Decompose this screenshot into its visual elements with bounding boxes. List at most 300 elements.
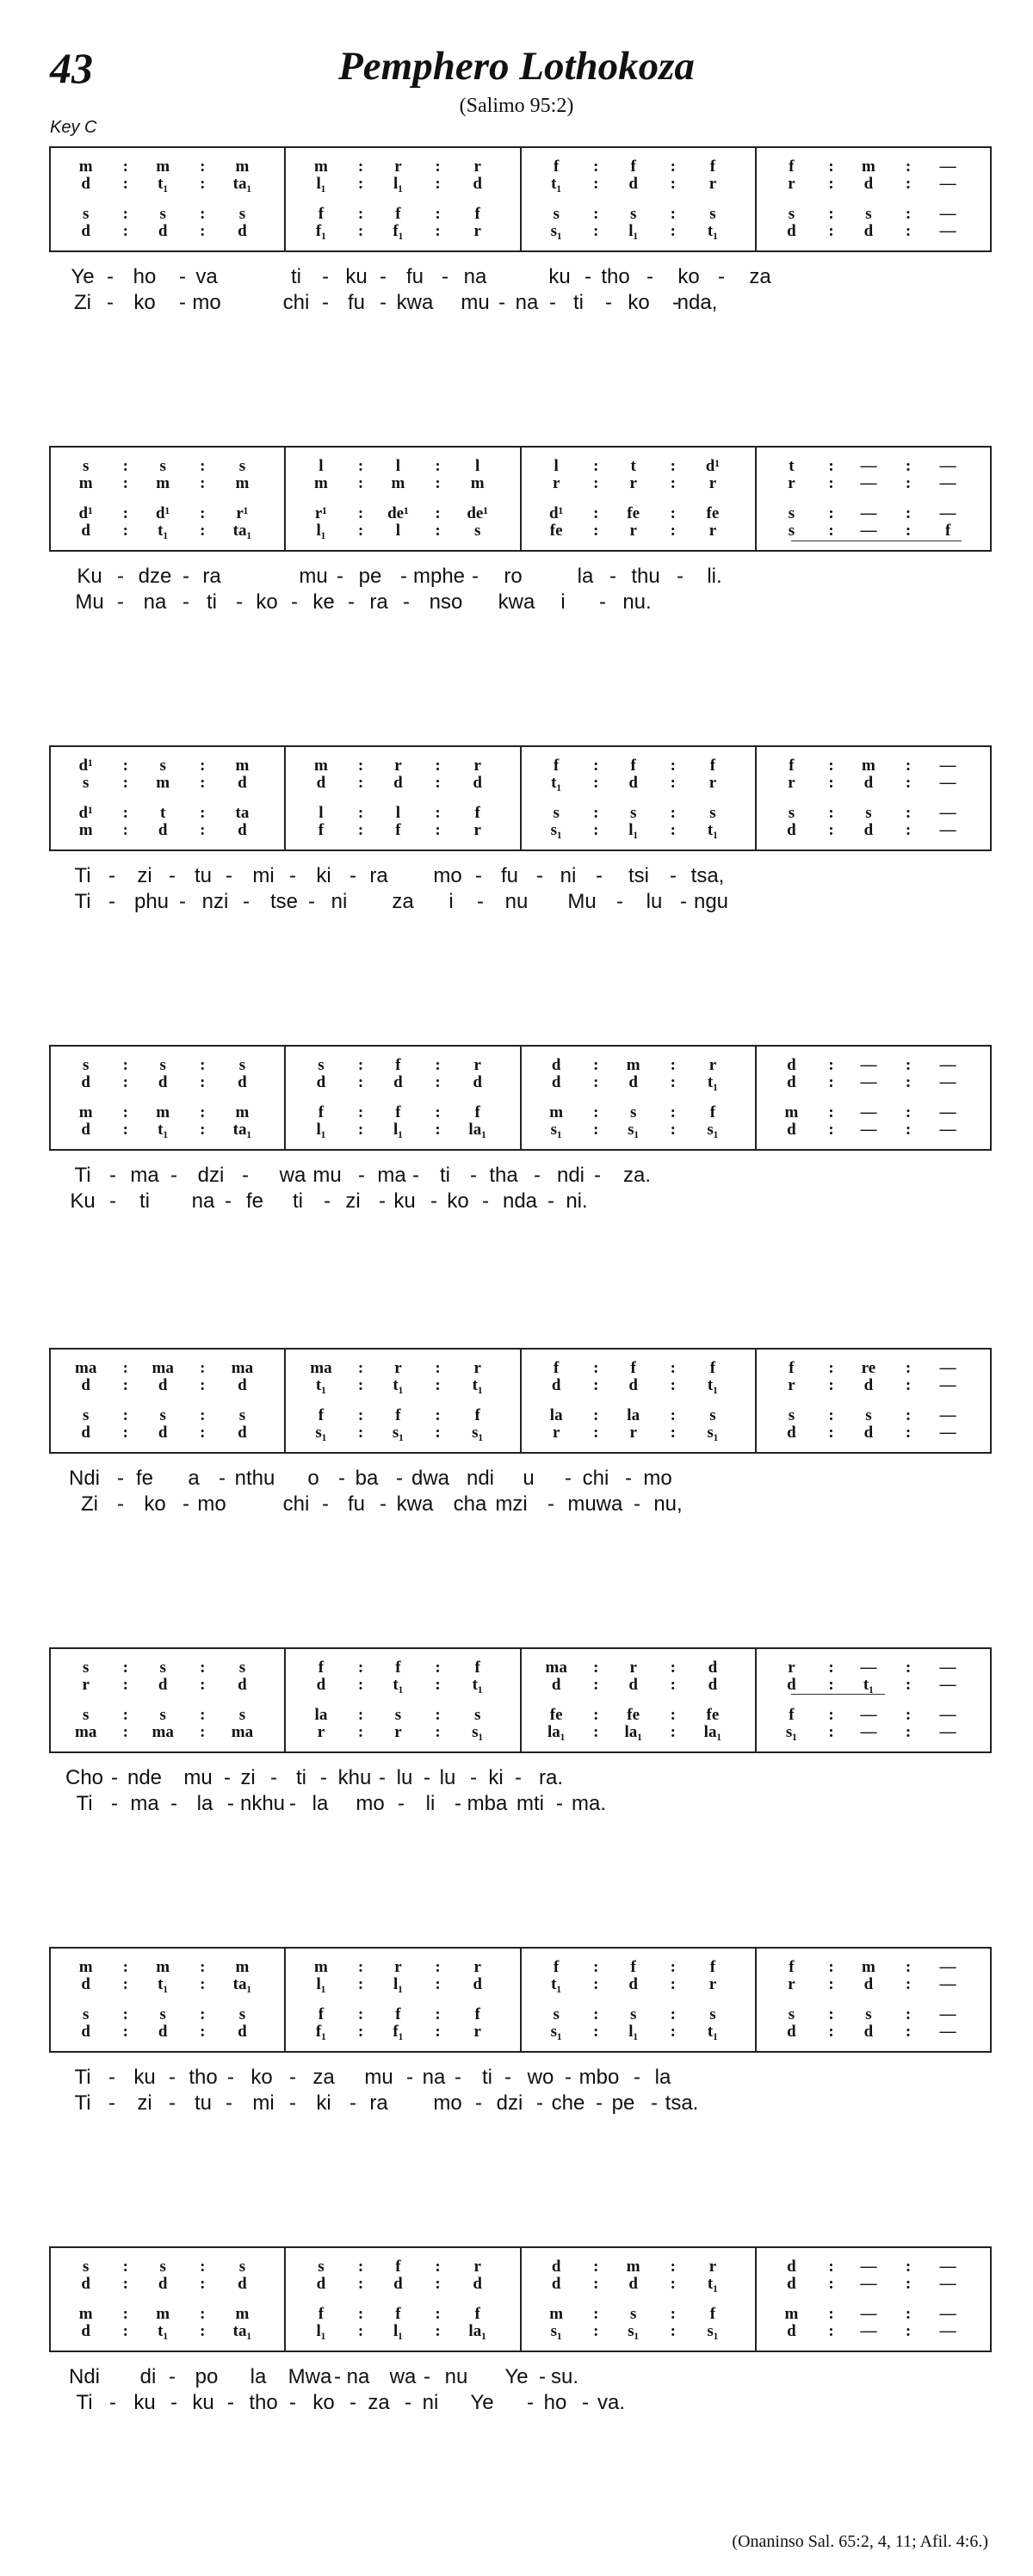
- beat-separator: :: [828, 457, 834, 475]
- solfa-note: s₁: [628, 2322, 640, 2340]
- lyric-syllable: -: [405, 2391, 411, 2414]
- solfa-note: ma: [231, 1359, 254, 1377]
- solfa-staff: [49, 1647, 992, 1753]
- solfa-note: m: [784, 1103, 799, 1121]
- solfa-note: m: [549, 2305, 564, 2323]
- solfa-note: s: [82, 205, 90, 223]
- lyric-syllable: tu: [194, 864, 213, 887]
- solfa-note: s: [82, 1659, 90, 1677]
- beat-separator: :: [905, 222, 912, 240]
- lyric-syllable: pe: [358, 565, 382, 588]
- beat-separator: :: [593, 1676, 599, 1694]
- lyric-syllable: ni: [331, 890, 348, 913]
- voice-row: [757, 775, 990, 792]
- solfa-note: —: [939, 175, 956, 193]
- solfa-note: l₁: [316, 1975, 326, 1993]
- beat-separator: :: [435, 1958, 441, 1976]
- beat-separator: :: [828, 474, 834, 492]
- solfa-note: f: [789, 1706, 795, 1724]
- beat-separator: :: [905, 2305, 912, 2323]
- lyric-syllable: -: [477, 890, 484, 913]
- solfa-note: r¹: [314, 504, 327, 522]
- beat-separator: :: [593, 522, 599, 540]
- solfa-note: s: [629, 205, 637, 223]
- hymn-title: Pemphero Lothokoza: [338, 44, 695, 89]
- beat-separator: :: [122, 1706, 128, 1724]
- beat-separator: :: [357, 1121, 364, 1139]
- voice-row: [51, 1360, 284, 1377]
- solfa-note: d: [551, 1073, 561, 1091]
- lyric-syllable: tsa.: [665, 2091, 699, 2115]
- measure: [755, 148, 990, 250]
- solfa-note: d: [628, 1676, 638, 1694]
- lyric-syllable: che: [551, 2091, 585, 2115]
- solfa-note: —: [939, 1359, 956, 1377]
- solfa-note: s: [238, 205, 246, 223]
- solfa-note: —: [939, 474, 956, 492]
- solfa-note: f: [554, 158, 560, 176]
- solfa-note: —: [939, 1376, 956, 1394]
- beat-separator: :: [435, 158, 441, 176]
- solfa-note: d: [81, 2322, 90, 2340]
- solfa-note: —: [939, 1676, 956, 1694]
- solfa-note: —: [860, 1706, 877, 1724]
- voice-row: [522, 2006, 755, 2023]
- voice-row: [522, 1959, 755, 1976]
- solfa-note: —: [939, 2322, 956, 2340]
- lyric-syllable: a: [188, 1467, 200, 1490]
- beat-separator: :: [122, 774, 128, 792]
- solfa-note: t₁: [158, 175, 169, 193]
- solfa-note: r: [473, 2258, 481, 2276]
- solfa-note: —: [939, 2005, 956, 2023]
- voice-row: [522, 1677, 755, 1694]
- beat-separator: :: [670, 205, 676, 223]
- solfa-note: d: [473, 1975, 482, 1993]
- beat-separator: :: [828, 757, 834, 775]
- lyric-syllable: -: [324, 1189, 331, 1213]
- solfa-note: —: [939, 222, 956, 240]
- solfa-note: f₁: [393, 222, 404, 240]
- solfa-note: s₁: [472, 1723, 484, 1741]
- beat-separator: :: [593, 2322, 599, 2340]
- voice-row: [522, 1976, 755, 1993]
- beat-separator: :: [122, 2322, 128, 2340]
- beat-separator: :: [435, 2275, 441, 2293]
- solfa-note: r: [788, 1975, 795, 1993]
- voice-row: [51, 1707, 284, 1724]
- beat-separator: :: [905, 804, 912, 822]
- lyric-syllable: -: [403, 590, 410, 614]
- tie-line: [791, 1694, 885, 1695]
- music-system: [49, 745, 992, 915]
- lyric-syllable: -: [308, 890, 315, 913]
- lyric-syllable: fu: [347, 291, 366, 314]
- beat-separator: :: [593, 1056, 599, 1074]
- beat-separator: :: [200, 1706, 206, 1724]
- beat-separator: :: [905, 1376, 912, 1394]
- lyric-syllable: -: [556, 1792, 563, 1815]
- beat-separator: :: [200, 1073, 206, 1091]
- solfa-note: m: [156, 1103, 170, 1121]
- solfa-note: d: [81, 1424, 90, 1442]
- solfa-note: s: [553, 2005, 560, 2023]
- lyric-syllable: mi: [252, 864, 275, 887]
- solfa-note: m: [235, 757, 250, 775]
- lyric-syllable: ko: [447, 1189, 469, 1213]
- lyric-syllable: -: [547, 1189, 554, 1213]
- solfa-staff: [49, 446, 992, 552]
- solfa-note: —: [939, 1406, 956, 1424]
- solfa-note: r: [473, 158, 481, 176]
- beat-separator: :: [828, 1723, 834, 1741]
- lyric-syllable: Ndi: [68, 1467, 101, 1490]
- lyric-syllable: -: [498, 291, 505, 314]
- solfa-note: d: [81, 1121, 90, 1139]
- solfa-note: r: [552, 474, 560, 492]
- lyric-syllable: -: [334, 2365, 341, 2388]
- solfa-note: f: [709, 158, 716, 176]
- lyric-line: [49, 1189, 992, 1214]
- solfa-note: —: [860, 2305, 877, 2323]
- lyric-syllable: va: [195, 265, 218, 288]
- beat-separator: :: [435, 1676, 441, 1694]
- lyric-syllable: tho: [189, 2066, 218, 2089]
- voice-row: [757, 1407, 990, 1424]
- solfa-note: d: [81, 2275, 90, 2293]
- lyric-syllable: mu: [312, 1164, 342, 1187]
- beat-separator: :: [200, 2305, 206, 2323]
- beat-separator: :: [122, 205, 128, 223]
- solfa-note: m: [314, 158, 328, 176]
- beat-separator: :: [200, 821, 206, 839]
- voice-row: [51, 805, 284, 822]
- beat-separator: :: [357, 2322, 364, 2340]
- solfa-note: d: [473, 1073, 482, 1091]
- beat-separator: :: [593, 504, 599, 522]
- solfa-note: f: [318, 205, 325, 223]
- lyric-syllable: u: [523, 1467, 535, 1490]
- solfa-note: d: [787, 1424, 796, 1442]
- voice-row: [286, 1659, 519, 1677]
- lyric-syllable: -: [349, 2391, 356, 2414]
- lyric-syllable: -: [475, 864, 482, 887]
- beat-separator: :: [122, 1376, 128, 1394]
- lyric-syllable: -: [109, 2391, 116, 2414]
- solfa-note: d: [863, 2023, 874, 2041]
- beat-separator: :: [593, 804, 599, 822]
- beat-separator: :: [435, 175, 441, 193]
- lyric-syllable: Ti: [76, 1792, 93, 1815]
- beat-separator: :: [122, 474, 128, 492]
- lyric-syllable: -: [169, 2365, 176, 2388]
- lyric-syllable: -: [396, 1467, 403, 1490]
- lyric-syllable: -: [424, 1766, 430, 1789]
- beat-separator: :: [435, 2258, 441, 2276]
- beat-separator: :: [905, 1103, 912, 1121]
- solfa-note: s: [159, 205, 166, 223]
- beat-separator: :: [593, 457, 599, 475]
- beat-separator: :: [435, 1406, 441, 1424]
- beat-separator: :: [828, 774, 834, 792]
- beat-separator: :: [593, 2023, 599, 2041]
- solfa-note: f: [474, 2005, 480, 2023]
- solfa-note: t₁: [707, 222, 718, 240]
- voice-row: [757, 1057, 990, 1074]
- beat-separator: :: [357, 1103, 364, 1121]
- beat-separator: :: [670, 2005, 676, 2023]
- lyric-syllable: ti: [207, 590, 217, 614]
- beat-separator: :: [828, 504, 834, 522]
- beat-separator: :: [435, 1975, 441, 1993]
- solfa-note: la: [549, 1406, 563, 1424]
- solfa-note: —: [939, 504, 956, 522]
- beat-separator: :: [593, 2005, 599, 2023]
- lyric-syllable: -: [585, 265, 591, 288]
- beat-separator: :: [200, 1958, 206, 1976]
- solfa-note: —: [939, 821, 956, 839]
- solfa-note: d: [316, 2275, 326, 2293]
- beat-separator: :: [670, 222, 676, 240]
- beat-separator: :: [435, 522, 441, 540]
- lyric-syllable: dzi: [496, 2091, 523, 2115]
- solfa-note: m: [626, 2258, 640, 2276]
- beat-separator: :: [905, 1121, 912, 1139]
- solfa-note: l₁: [393, 1975, 403, 1993]
- solfa-note: m: [391, 474, 405, 492]
- beat-separator: :: [828, 804, 834, 822]
- voice-row: [757, 2006, 990, 2023]
- lyric-line: [49, 863, 992, 889]
- voice-row: [286, 805, 519, 822]
- lyric-syllable: Ti: [76, 2391, 93, 2414]
- solfa-note: r: [788, 1376, 795, 1394]
- beat-separator: :: [357, 504, 364, 522]
- solfa-note: d: [628, 1376, 638, 1394]
- lyric-syllable: pe: [611, 2091, 635, 2115]
- solfa-note: m: [235, 158, 250, 176]
- lyric-syllable: -: [179, 265, 186, 288]
- beat-separator: :: [828, 1359, 834, 1377]
- solfa-note: ta: [235, 804, 250, 822]
- beat-separator: :: [593, 1424, 599, 1442]
- lyric-syllable: -: [169, 864, 176, 887]
- solfa-note: m: [862, 757, 875, 775]
- lyric-syllable: nda: [502, 1189, 538, 1213]
- lyric-syllable: ngu: [693, 890, 729, 913]
- solfa-note: d: [158, 1676, 168, 1694]
- voice-row: [286, 2323, 519, 2340]
- solfa-note: f: [630, 1958, 636, 1976]
- lyric-line: [49, 2390, 992, 2416]
- lyric-syllable: ko: [256, 590, 278, 614]
- beat-separator: :: [670, 757, 676, 775]
- beat-separator: :: [593, 1359, 599, 1377]
- lyric-syllable: -: [182, 1492, 189, 1516]
- lyric-syllable: -: [227, 1792, 234, 1815]
- voice-row: [51, 1407, 284, 1424]
- solfa-note: m: [314, 474, 328, 492]
- voice-row: [51, 757, 284, 775]
- solfa-note: s: [865, 2005, 872, 2023]
- beat-separator: :: [200, 1121, 206, 1139]
- beat-separator: :: [670, 175, 676, 193]
- lyric-syllable: -: [349, 2091, 356, 2115]
- beat-separator: :: [435, 205, 441, 223]
- measure: [51, 148, 284, 250]
- lyric-syllable: fe: [135, 1467, 154, 1490]
- lyric-syllable: -: [582, 2391, 589, 2414]
- solfa-note: —: [860, 2322, 877, 2340]
- solfa-note: r: [317, 1723, 325, 1741]
- solfa-note: d: [316, 1676, 326, 1694]
- lyric-syllable: -: [182, 590, 189, 614]
- lyric-line: [49, 1765, 992, 1791]
- solfa-note: s: [629, 804, 637, 822]
- solfa-note: s: [709, 205, 716, 223]
- lyric-syllable: na: [463, 265, 487, 288]
- voice-row: [757, 1104, 990, 1121]
- beat-separator: :: [357, 1706, 364, 1724]
- lyric-syllable: -: [504, 2066, 511, 2089]
- lyric-syllable: -: [616, 890, 623, 913]
- lyric-syllable: ho: [133, 265, 157, 288]
- solfa-note: d: [81, 1073, 90, 1091]
- beat-separator: :: [357, 222, 364, 240]
- solfa-note: —: [939, 1706, 956, 1724]
- voice-row: [51, 2323, 284, 2340]
- beat-separator: :: [200, 522, 206, 540]
- voice-row: [286, 475, 519, 492]
- solfa-note: ta₁: [232, 1121, 252, 1139]
- measure: [284, 1350, 519, 1452]
- lyric-syllable: mzi: [495, 1492, 528, 1516]
- solfa-note: d: [863, 175, 874, 193]
- solfa-note: m: [78, 1103, 93, 1121]
- beat-separator: :: [357, 158, 364, 176]
- solfa-note: d: [628, 2275, 638, 2293]
- lyric-syllable: na: [422, 2066, 446, 2089]
- beat-separator: :: [670, 1121, 676, 1139]
- beat-separator: :: [435, 1359, 441, 1377]
- lyric-syllable: mphe: [412, 565, 466, 588]
- voice-row: [757, 2323, 990, 2340]
- solfa-note: —: [860, 1723, 877, 1741]
- solfa-note: r: [629, 1659, 637, 1677]
- music-system: [49, 146, 992, 316]
- beat-separator: :: [828, 1406, 834, 1424]
- beat-separator: :: [905, 1056, 912, 1074]
- solfa-note: d: [628, 1073, 638, 1091]
- solfa-note: m: [235, 1103, 250, 1121]
- beat-separator: :: [435, 1424, 441, 1442]
- solfa-note: r: [394, 757, 402, 775]
- lyric-syllable: ko: [251, 2066, 273, 2089]
- solfa-note: m: [156, 774, 170, 792]
- solfa-note: d: [158, 1073, 168, 1091]
- solfa-note: d: [863, 774, 874, 792]
- solfa-note: d: [238, 821, 247, 839]
- voice-row: [51, 1074, 284, 1091]
- measure: [51, 747, 284, 849]
- beat-separator: :: [670, 474, 676, 492]
- beat-separator: :: [905, 2258, 912, 2276]
- measure: [755, 448, 990, 550]
- lyric-syllable: ti: [482, 2066, 492, 2089]
- beat-separator: :: [435, 2023, 441, 2041]
- lyric-syllable: la: [196, 1792, 213, 1815]
- voice-row: [757, 158, 990, 176]
- lyric-syllable: ki: [488, 1766, 504, 1789]
- solfa-note: d: [158, 222, 168, 240]
- solfa-note: d: [551, 2258, 561, 2276]
- voice-row: [51, 1377, 284, 1394]
- solfa-note: r: [394, 1958, 402, 1976]
- lyric-syllable: -: [117, 590, 124, 614]
- lyric-syllable: za: [749, 265, 771, 288]
- solfa-note: l: [395, 457, 401, 475]
- lyric-syllable: Ku: [70, 1189, 96, 1213]
- solfa-note: l: [554, 457, 559, 475]
- solfa-note: t₁: [472, 1676, 483, 1694]
- beat-separator: :: [670, 774, 676, 792]
- lyric-syllable: nu,: [653, 1492, 683, 1516]
- lyric-syllable: ku: [345, 265, 368, 288]
- beat-separator: :: [122, 1676, 128, 1694]
- solfa-note: l₁: [316, 175, 326, 193]
- solfa-note: l: [395, 522, 401, 540]
- solfa-note: s: [318, 1056, 325, 1074]
- solfa-note: r: [708, 2258, 717, 2276]
- lyric-syllable: -: [599, 590, 606, 614]
- solfa-note: —: [939, 205, 956, 223]
- solfa-note: f: [395, 1103, 401, 1121]
- voice-row: [522, 2276, 755, 2293]
- beat-separator: :: [122, 1975, 128, 1993]
- solfa-note: ta₁: [232, 2322, 252, 2340]
- voice-row: [286, 2258, 519, 2276]
- beat-separator: :: [435, 1056, 441, 1074]
- beat-separator: :: [200, 175, 206, 193]
- lyric-syllable: -: [289, 864, 296, 887]
- solfa-note: m: [862, 158, 875, 176]
- solfa-note: t₁: [707, 2023, 718, 2041]
- solfa-note: f: [318, 1659, 325, 1677]
- voice-row: [522, 2323, 755, 2340]
- solfa-note: s: [238, 2005, 246, 2023]
- beat-separator: :: [435, 1706, 441, 1724]
- lyric-syllable: -: [565, 2066, 572, 2089]
- solfa-note: r: [708, 474, 717, 492]
- solfa-note: s: [709, 2005, 716, 2023]
- voice-row: [51, 206, 284, 223]
- beat-separator: :: [670, 1723, 676, 1741]
- beat-separator: :: [593, 222, 599, 240]
- voice-row: [757, 2023, 990, 2041]
- solfa-note: s: [82, 2258, 90, 2276]
- lyric-syllable: la: [312, 1792, 329, 1815]
- lyric-syllable: ni: [422, 2391, 439, 2414]
- beat-separator: :: [670, 1706, 676, 1724]
- voice-row: [286, 505, 519, 522]
- solfa-note: d: [787, 2275, 796, 2293]
- solfa-note: la₁: [547, 1723, 566, 1741]
- solfa-note: —: [939, 1121, 956, 1139]
- lyric-syllable: -: [117, 1467, 124, 1490]
- solfa-note: s₁: [550, 821, 562, 839]
- beat-separator: :: [828, 222, 834, 240]
- beat-separator: :: [200, 1723, 206, 1741]
